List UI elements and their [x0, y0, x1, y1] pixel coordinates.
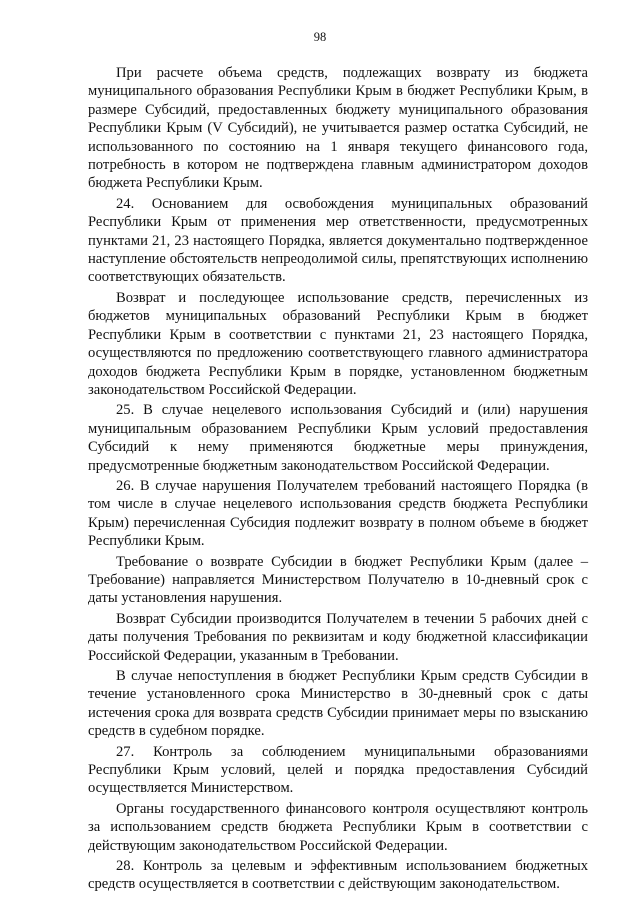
paragraph: Возврат и последующее использование средств, перечисленных из бюджетов муниципальных образований Республики Крым в бюджет Республики Крым в соответствии с пунктами 21, 23 настоящего Порядка, осуществляются по предложению соответствующего главного администратора доходов бюджета Республики Крым в порядке, установленном бюджетным законодательством Российской Федерации.: [88, 289, 588, 398]
paragraph: В случае непоступления в бюджет Республики Крым средств Субсидии в течение установленного срока Министерство в 30-дневный срок с даты истечения срока для возврата средств Субсидии принимает меры по взысканию средств в судебном порядке.: [88, 668, 588, 740]
paragraph: 24. Основанием для освобождения муниципальных образований Республики Крым от применения мер ответственности, предусмотренных пунктами 21, 23 настоящего Порядка, является документально подтвержденное наступление обстоятельств непреодолимой силы, препятствующих исполнению соответствующих обязательств.: [88, 195, 588, 286]
paragraph: 28. Контроль за целевым и эффективным использованием бюджетных средств осуществляется в соответствии с действующим законодательством.: [88, 858, 588, 893]
document-body: [88, 64, 588, 896]
paragraph: Требование о возврате Субсидии в бюджет Республики Крым (далее – Требование) направляется Министерством Получателю в 10-дневный срок с даты установления нарушения.: [88, 553, 588, 607]
paragraph: Возврат Субсидии производится Получателем в течении 5 рабочих дней с даты получения Требования по реквизитам и коду бюджетной классификации Российской Федерации, указанным в Требовании.: [88, 610, 588, 664]
paragraph: 27. Контроль за соблюдением муниципальными образованиями Республики Крым условий, целей и порядка предоставления Субсидий осуществляется Министерством.: [88, 743, 588, 797]
page-number: 98: [313, 30, 327, 44]
paragraph: 26. В случае нарушения Получателем требований настоящего Порядка (в том числе в случае нецелевого использования средств бюджета Республики Крым) перечисленная Субсидия подлежит возврату в полном объеме в бюджет Республики Крым.: [88, 477, 588, 550]
paragraph: При расчете объема средств, подлежащих возврату из бюджета муниципального образования Республики Крым в бюджет Республики Крым, в размере Субсидий, предоставленных бюджету муниципального образования Республики Крым (V Субсидий), не учитывается размер остатка Субсидий, не использованного по состоянию на 1 января текущего финансового года, потребность в котором не подтверждена главным администратором доходов бюджета Республики Крым.: [88, 65, 588, 192]
paragraph: 25. В случае нецелевого использования Субсидий и (или) нарушения муниципальным образованием Республики Крым условий предоставления Субсидий к нему применяются бюджетные меры принуждения, предусмотренные бюджетным законодательством Российской Федерации.: [88, 402, 588, 474]
paragraph: Органы государственного финансового контроля осуществляют контроль за использованием средств бюджета Республики Крым в соответствии с действующим законодательством Российской Федерации.: [88, 800, 588, 854]
